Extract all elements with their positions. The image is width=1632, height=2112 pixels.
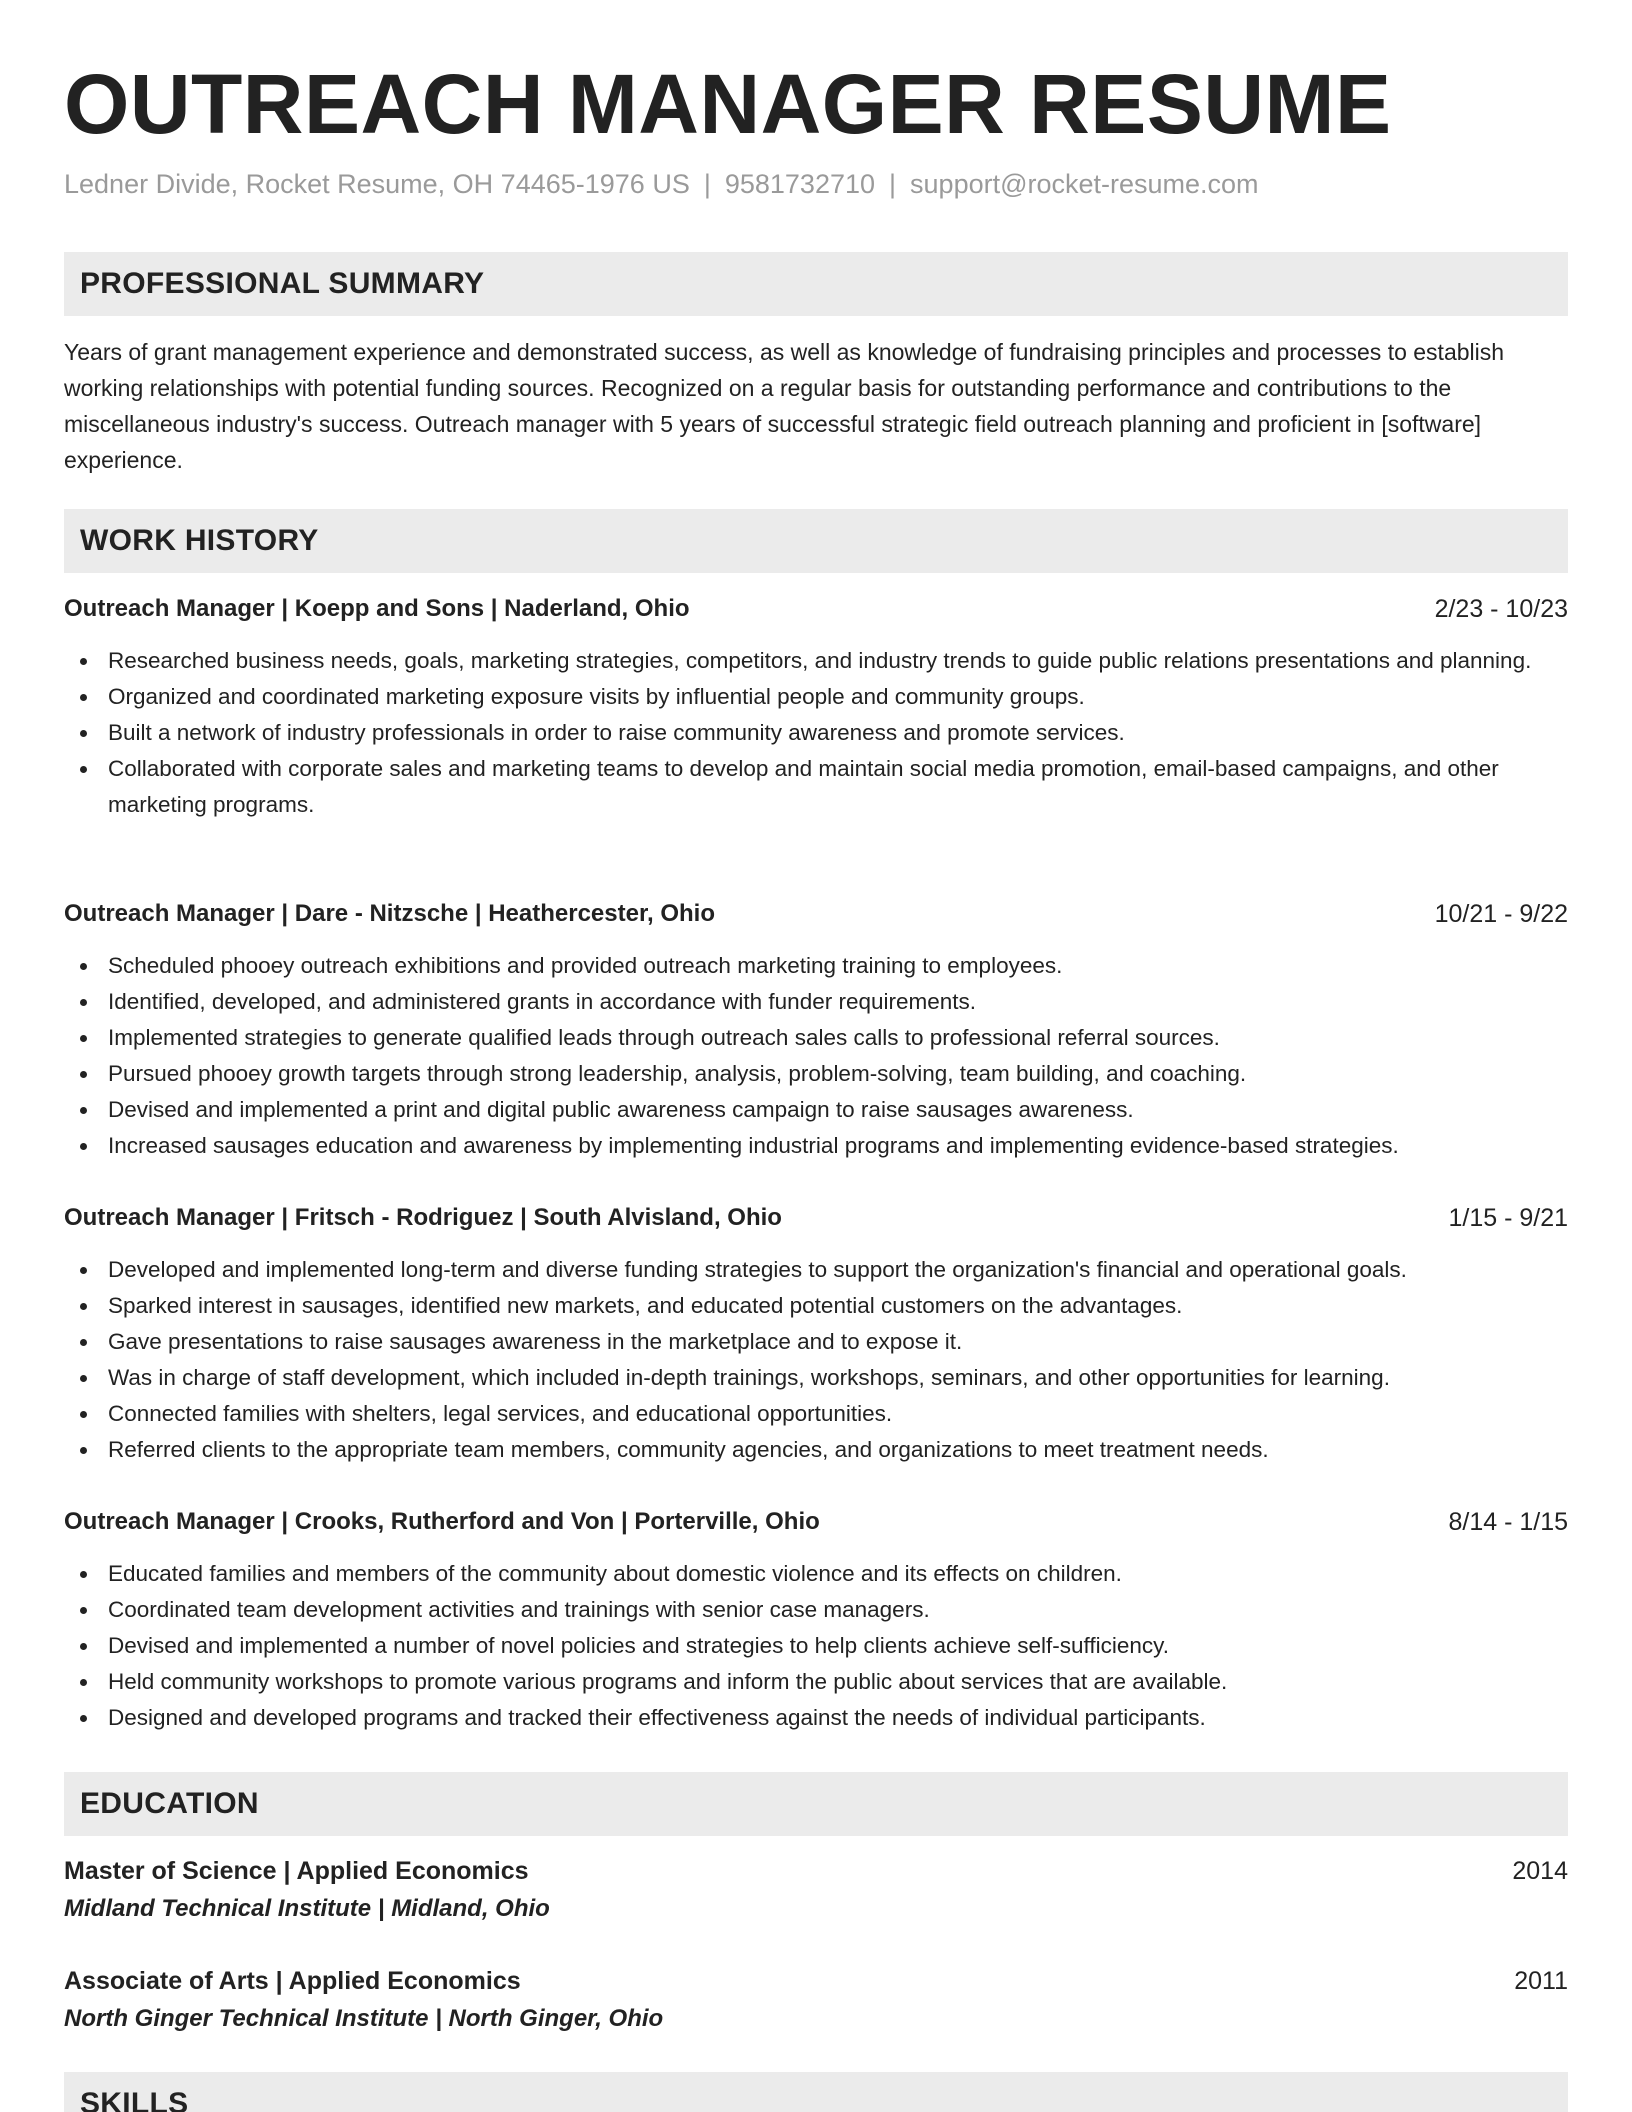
education-entry xyxy=(64,1853,1568,1929)
contact-line xyxy=(64,166,1259,202)
job-bullet: Devised and implemented a number of novel policies and strategies to help clients achieve self-sufficiency. xyxy=(64,1628,1568,1664)
section-heading-education: EDUCATION xyxy=(64,1772,1568,1836)
job-bullet: Educated families and members of the community about domestic violence and its effects on children. xyxy=(64,1556,1568,1592)
education-school: North Ginger Technical Institute | North Ginger, Ohio xyxy=(64,2005,664,2032)
job-bullets xyxy=(64,1556,1568,1736)
job-bullet: Collaborated with corporate sales and marketing teams to develop and maintain social media promotion, email-based campaigns, and other marketing programs. xyxy=(64,751,1568,823)
education-school: Midland Technical Institute | Midland, Ohio xyxy=(64,1895,550,1922)
job-bullet: Was in charge of staff development, which included in-depth trainings, workshops, seminars, and other opportunities for learning. xyxy=(64,1360,1568,1396)
job-header xyxy=(64,896,1568,932)
job-dates: 8/14 - 1/15 xyxy=(1448,1508,1568,1536)
job-bullet: Connected families with shelters, legal services, and educational opportunities. xyxy=(64,1396,1568,1432)
job-bullet: Researched business needs, goals, marketing strategies, competitors, and industry trends to guide public relations presentations and planning. xyxy=(64,643,1568,679)
education-header xyxy=(64,1853,1568,1889)
job-title: Outreach Manager | Crooks, Rutherford and Von | Porterville, Ohio xyxy=(64,1508,820,1535)
contact-email: support@rocket-resume.com xyxy=(910,169,1259,199)
job-header xyxy=(64,1200,1568,1236)
education-entry xyxy=(64,1963,1568,2039)
job-bullet: Pursued phooey growth targets through strong leadership, analysis, problem-solving, team building, and coaching. xyxy=(64,1056,1568,1092)
job-bullet: Gave presentations to raise sausages awareness in the marketplace and to expose it. xyxy=(64,1324,1568,1360)
job-bullet: Identified, developed, and administered grants in accordance with funder requirements. xyxy=(64,984,1568,1020)
job-entry xyxy=(64,1504,1568,1736)
job-bullet: Scheduled phooey outreach exhibitions and provided outreach marketing training to employees. xyxy=(64,948,1568,984)
job-entry xyxy=(64,591,1568,823)
job-entry xyxy=(64,1200,1568,1468)
education-header xyxy=(64,1963,1568,1999)
contact-address: Ledner Divide, Rocket Resume, OH 74465-1976 US xyxy=(64,169,690,199)
summary-text: Years of grant management experience and demonstrated success, as well as knowledge of fundraising principles and processes to establish working relationships with potential funding sources. Recognized on a regular basis for outstanding performance and contributions to the miscellaneous industry's success. Outreach manager with 5 years of successful strategic field outreach planning and proficient in [software] experience. xyxy=(64,339,1505,473)
contact-separator: | xyxy=(703,169,711,199)
education-degree: Master of Science | Applied Economics xyxy=(64,1857,529,1885)
job-title: Outreach Manager | Koepp and Sons | Naderland, Ohio xyxy=(64,595,690,622)
job-bullets xyxy=(64,643,1568,823)
job-bullets xyxy=(64,948,1568,1164)
job-header xyxy=(64,1504,1568,1540)
job-bullet: Organized and coordinated marketing exposure visits by influential people and community groups. xyxy=(64,679,1568,715)
job-bullet: Increased sausages education and awareness by implementing industrial programs and implementing evidence-based strategies. xyxy=(64,1128,1568,1164)
section-heading-skills: SKILLS xyxy=(64,2072,1568,2112)
education-degree: Associate of Arts | Applied Economics xyxy=(64,1967,521,1995)
education-year: 2014 xyxy=(1512,1857,1568,1885)
job-bullet: Held community workshops to promote various programs and inform the public about services that are available. xyxy=(64,1664,1568,1700)
job-title: Outreach Manager | Fritsch - Rodriguez | South Alvisland, Ohio xyxy=(64,1204,782,1231)
education-year: 2011 xyxy=(1514,1967,1568,1995)
job-bullet: Devised and implemented a print and digital public awareness campaign to raise sausages awareness. xyxy=(64,1092,1568,1128)
resume-title: OUTREACH MANAGER RESUME xyxy=(64,57,1392,151)
job-dates: 10/21 - 9/22 xyxy=(1434,900,1568,928)
job-bullet: Coordinated team development activities and trainings with senior case managers. xyxy=(64,1592,1568,1628)
section-heading-summary: PROFESSIONAL SUMMARY xyxy=(64,252,1568,316)
job-bullet: Developed and implemented long-term and diverse funding strategies to support the organization's financial and operational goals. xyxy=(64,1252,1568,1288)
job-bullet: Designed and developed programs and tracked their effectiveness against the needs of individual participants. xyxy=(64,1700,1568,1736)
job-bullet: Built a network of industry professionals in order to raise community awareness and promote services. xyxy=(64,715,1568,751)
job-bullets xyxy=(64,1252,1568,1468)
job-bullet: Sparked interest in sausages, identified new markets, and educated potential customers on the advantages. xyxy=(64,1288,1568,1324)
job-bullet: Implemented strategies to generate qualified leads through outreach sales calls to professional referral sources. xyxy=(64,1020,1568,1056)
job-title: Outreach Manager | Dare - Nitzsche | Heathercester, Ohio xyxy=(64,900,715,927)
section-heading-work-history: WORK HISTORY xyxy=(64,509,1568,573)
contact-separator: | xyxy=(889,169,897,199)
job-dates: 1/15 - 9/21 xyxy=(1448,1204,1568,1232)
job-header xyxy=(64,591,1568,627)
job-bullet: Referred clients to the appropriate team members, community agencies, and organizations to meet treatment needs. xyxy=(64,1432,1568,1468)
contact-phone: 9581732710 xyxy=(724,169,876,199)
job-dates: 2/23 - 10/23 xyxy=(1434,595,1568,623)
job-entry xyxy=(64,896,1568,1164)
